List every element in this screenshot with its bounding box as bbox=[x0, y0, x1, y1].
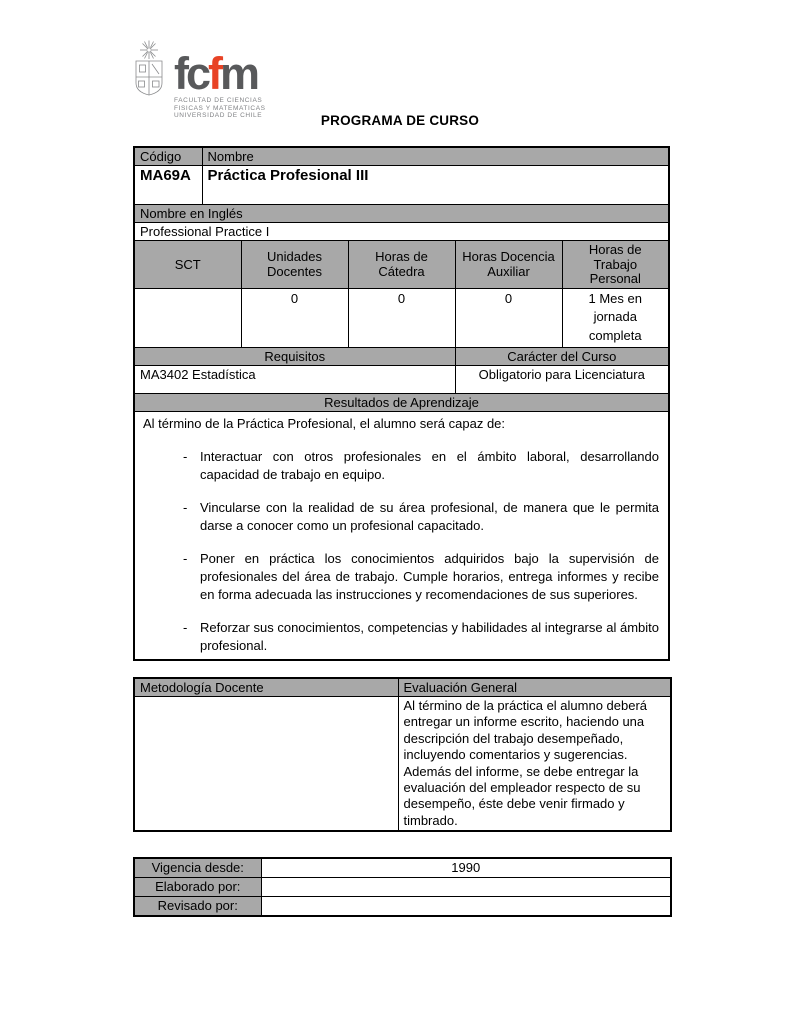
fcfm-wordmark bbox=[174, 48, 266, 99]
hours-header-row bbox=[134, 241, 669, 289]
outcome-item bbox=[143, 499, 660, 535]
nombre-label-cell: Nombre bbox=[202, 147, 669, 166]
elaborado-row bbox=[134, 878, 671, 897]
horas-trabajo-personal-header-cell: Horas de Trabajo Personal bbox=[562, 241, 669, 289]
code-header-row bbox=[134, 147, 669, 166]
fcfm-letters-gray1: fc bbox=[174, 48, 209, 99]
codigo-value-cell: MA69A bbox=[134, 166, 202, 205]
page-title: PROGRAMA DE CURSO bbox=[320, 113, 480, 128]
evaluacion-value-cell: Al término de la práctica el alumno deberá entregar un informe escrito, haciendo una descripción del trabajo desempeñado, incluyendo comentarios y sugerencias. Además del informe, se debe entregar la evaluación del empleador respecto de su desempeño, éste debe venir firmado y timbrado. bbox=[398, 697, 671, 832]
metodologia-label-cell: Metodología Docente bbox=[134, 678, 398, 697]
evaluacion-label-cell: Evaluación General bbox=[398, 678, 671, 697]
methodology-evaluation-table bbox=[133, 677, 672, 832]
caracter-value-cell: Obligatorio para Licenciatura bbox=[455, 366, 669, 394]
outcome-text: Poner en práctica los conocimientos adquiridos bajo la supervisión de profesionales del área de trabajo. Cumple horarios, entrega informes y recibe en forma adecuada las instrucciones y recomendaciones de sus superiores. bbox=[200, 550, 660, 602]
bullet-dash: - bbox=[183, 619, 188, 635]
outcome-item bbox=[143, 550, 660, 604]
outcome-item bbox=[143, 448, 660, 484]
vigencia-row bbox=[134, 858, 671, 878]
english-name-value-row bbox=[134, 223, 669, 241]
nombre-ingles-label-cell: Nombre en Inglés bbox=[134, 205, 669, 223]
horas-docencia-auxiliar-header-cell: Horas Docencia Auxiliar bbox=[455, 241, 562, 289]
bullet-dash: - bbox=[183, 550, 188, 566]
methodology-content-row bbox=[134, 697, 671, 832]
caracter-label-cell: Carácter del Curso bbox=[455, 348, 669, 366]
fcfm-letters-gray2: m bbox=[220, 48, 258, 99]
requisitos-header-row bbox=[134, 348, 669, 366]
outcome-text: Reforzar sus conocimientos, competencias y habilidades al integrarse al ámbito profesional. bbox=[200, 619, 660, 653]
revisado-row bbox=[134, 897, 671, 917]
outcome-item bbox=[143, 619, 660, 655]
code-value-row bbox=[134, 166, 669, 205]
english-name-header-row bbox=[134, 205, 669, 223]
outcomes-intro: Al término de la Práctica Profesional, el alumno será capaz de: bbox=[143, 416, 506, 432]
resultados-header-row bbox=[134, 394, 669, 412]
codigo-label-cell: Código bbox=[134, 147, 202, 166]
outcome-text: Interactuar con otros profesionales en el ámbito laboral, desarrollando capacidad de trabajo en equipo. bbox=[200, 449, 660, 483]
fcfm-logo bbox=[134, 38, 266, 120]
unidades-docentes-value-cell: 0 bbox=[241, 288, 348, 348]
faculty-line-2: FISICAS Y MATEMATICAS bbox=[174, 104, 266, 112]
validity-table bbox=[133, 857, 672, 917]
unidades-docentes-header-cell: Unidades Docentes bbox=[241, 241, 348, 289]
revisado-value-cell bbox=[261, 897, 671, 917]
bullet-dash: - bbox=[183, 499, 188, 515]
methodology-header-row bbox=[134, 678, 671, 697]
fcfm-letter-red: f bbox=[208, 48, 221, 99]
resultados-label-cell: Resultados de Aprendizaje bbox=[134, 394, 669, 412]
bullet-dash: - bbox=[183, 449, 188, 465]
outcome-text: Vincularse con la realidad de su área profesional, de manera que le permita darse a conocer como un profesional capacitado. bbox=[200, 499, 660, 533]
logo-text-block bbox=[174, 38, 266, 120]
horas-trabajo-personal-value-cell bbox=[562, 288, 669, 348]
resultados-content-row bbox=[134, 412, 669, 661]
requisitos-value-row bbox=[134, 366, 669, 394]
sct-header-cell: SCT bbox=[134, 241, 241, 289]
hours-value-row bbox=[134, 288, 669, 348]
sct-value-cell bbox=[134, 288, 241, 348]
horas-docencia-auxiliar-value-cell: 0 bbox=[455, 288, 562, 348]
requisitos-label-cell: Requisitos bbox=[134, 348, 455, 366]
vigencia-label-cell: Vigencia desde: bbox=[134, 858, 261, 878]
elaborado-value-cell bbox=[261, 878, 671, 897]
nombre-ingles-value-cell: Professional Practice I bbox=[134, 223, 669, 241]
faculty-line-1: FACULTAD DE CIENCIAS bbox=[174, 97, 263, 105]
vigencia-value-cell: 1990 bbox=[261, 858, 671, 878]
elaborado-label-cell: Elaborado por: bbox=[134, 878, 261, 897]
course-table bbox=[133, 146, 670, 661]
horas-catedra-value-cell: 0 bbox=[348, 288, 455, 348]
trabajo-personal-value-text: 1 Mes en jornada completa bbox=[588, 290, 642, 344]
horas-catedra-header-cell: Horas de Cátedra bbox=[348, 241, 455, 289]
nombre-value-cell: Práctica Profesional III bbox=[202, 166, 669, 205]
metodologia-value-cell bbox=[134, 697, 398, 832]
requisitos-value-cell: MA3402 Estadística bbox=[134, 366, 455, 394]
resultados-content-cell bbox=[134, 412, 669, 661]
faculty-line-3: UNIVERSIDAD DE CHILE bbox=[174, 112, 263, 120]
revisado-label-cell: Revisado por: bbox=[134, 897, 261, 917]
university-crest-icon bbox=[134, 40, 164, 96]
